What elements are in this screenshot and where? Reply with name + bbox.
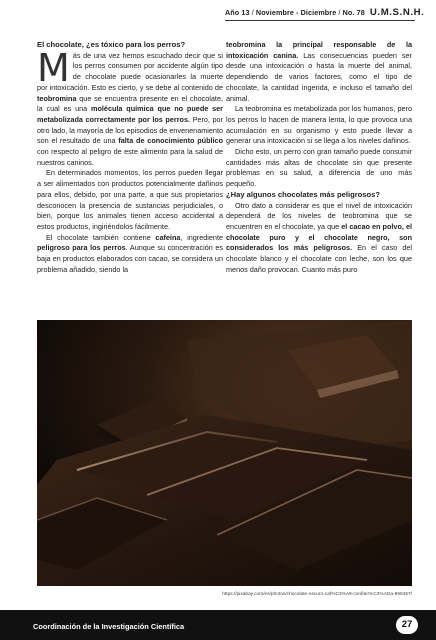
paragraph xyxy=(37,233,223,276)
photo-credit: https://pixabay.com/es/photos/chocolate-oscuro-caf%C3%A9-confiter%C3%ADa-968457/ xyxy=(222,592,412,597)
paragraph: En determinados momentos, los perros pueden llegar a ser alimentados con productos potencialmente dañinos para ellos, debido, por una parte, a que sus propietarios desconocen la presencia de sustancias perjudiciales, o bien, porque los animales tienen acceso accidental a estos productos, ingiriéndolos fácilmente. xyxy=(37,168,223,231)
footer-label: Coordinación de la Investigación Científica xyxy=(33,622,185,631)
paragraph-intro xyxy=(37,45,223,169)
header-separator: / xyxy=(338,8,341,17)
text-run: , ingrediente xyxy=(180,232,223,242)
chocolate-photo xyxy=(37,320,412,586)
bold-term: el cacao en polvo, el chocolate puro y el chocolate negro, son considerados los más peligrosos. xyxy=(226,221,413,253)
chocolate-illustration xyxy=(37,320,412,586)
bold-term: teobromina la principal responsable de la intoxicación canina. xyxy=(226,40,412,60)
text-run: Pero, por otro lado, la mayoría de los episodios de envenenamiento son el resultado de una xyxy=(37,114,223,146)
text-run: Otro dato a considerar es que el nivel de intoxicación dependerá de los niveles de teobromina que se encuentren en el chocolate, ya que xyxy=(226,200,412,231)
issue-months: Noviembre - Diciembre xyxy=(255,8,337,17)
page-number: 27 xyxy=(396,616,418,634)
text-run: Las consecuencias pueden ser desde una intoxicación o hasta la muerte del animal, dependiendo de varios factores, como el tipo de chocolate, la cantidad ingerida, e incluso el tamaño del animal. xyxy=(226,50,412,103)
drop-cap: M xyxy=(37,45,70,90)
paragraph xyxy=(226,40,412,104)
paragraph xyxy=(226,201,412,276)
text-run: con respecto al peligro de este alimento para la salud de nuestros caninos. xyxy=(37,147,223,167)
right-text-column xyxy=(226,40,412,275)
institution-name: U.M.S.N.H. xyxy=(369,7,425,18)
section-heading: El chocolate, ¿es tóxico para los perros? xyxy=(37,40,186,49)
bold-term: cafeína xyxy=(155,232,181,242)
text-run: El chocolate también contiene xyxy=(46,232,156,242)
issue-number: No. 78 xyxy=(342,8,365,17)
left-text-column xyxy=(37,40,223,275)
header-separator: / xyxy=(251,8,254,17)
issue-header xyxy=(225,7,424,18)
bold-term: falta de conocimiento público xyxy=(118,136,223,146)
text-run: ás de una vez hemos escuchado decir que si los perros consumen por accidente algún tipo de chocolate puede ocasionarles la muerte por intoxicación. Esto es cierto, y se debe al contenido de xyxy=(37,50,223,92)
bold-term: teobromina xyxy=(37,93,77,103)
text-run: . Aunque su concentración es baja en productos elaborados con cacao, se considera un problema añadido, siendo la xyxy=(37,243,224,274)
text-run: que se encuentra presente en el chocolate, la cual es una xyxy=(37,93,223,114)
section-heading: ¿Hay algunos chocolates más peligrosos? xyxy=(226,189,381,199)
paragraph: La teobromina es metabolizada por los humanos, pero los perros lo hacen de manera lenta, lo que provoca una acumulación en su organismo y esto puede llevar a generar una intoxicación si se llega a los niveles dañinos. xyxy=(226,104,412,146)
paragraph: Dicho esto, un perro con gran tamaño puede consumir cantidades más altas de chocolate sin que presente problemas en su salud, a diferencia de uno más pequeño. xyxy=(226,147,412,189)
bold-term: peligroso para los perros xyxy=(37,243,126,253)
header-rule xyxy=(225,20,415,21)
bold-term: molécula química que no puede ser metabolizada correctamente por los perros. xyxy=(37,104,223,124)
text-run: En el caso del chocolate blanco y el chocolate con leche, son los que menos daño provocan. Cuanto más puro xyxy=(226,243,413,274)
issue-year: Año 13 xyxy=(225,8,250,17)
